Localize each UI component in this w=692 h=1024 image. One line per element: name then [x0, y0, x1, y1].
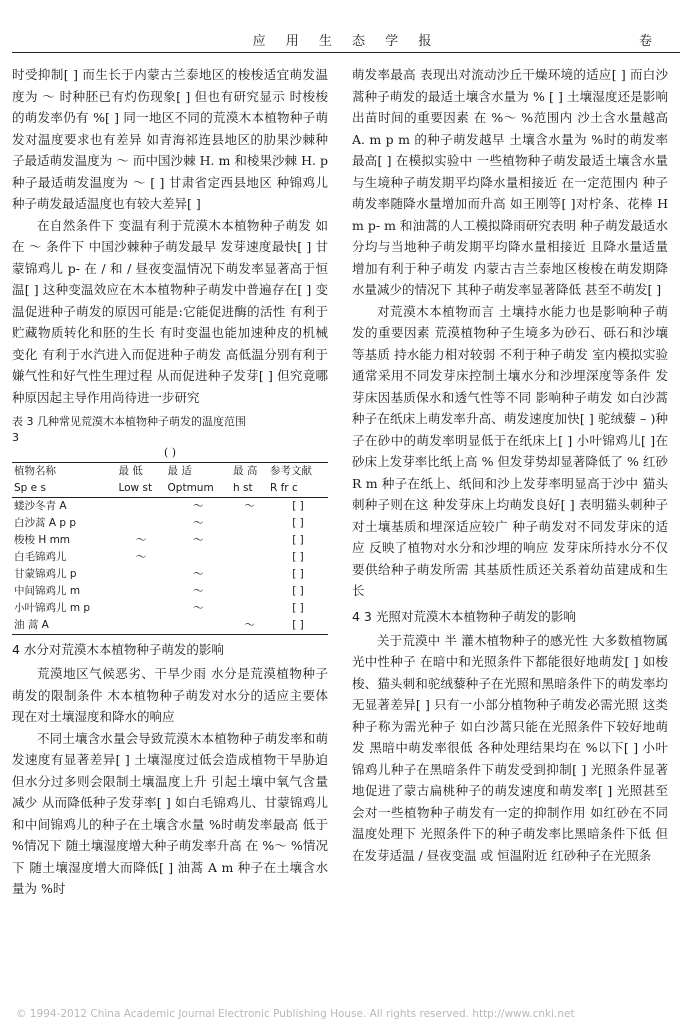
col-species: 植物名称: [12, 463, 116, 481]
cell-max: ～: [244, 500, 255, 512]
paragraph: 对荒漠木本植物而言 土壤持水能力也是影响种子萌发的重要因素 荒漠植物种子生境多为砂石、砾石和沙壤等基质 持水能力相对较弱 不利于种子萌发 室内模拟实验通常采用不同发芽床控制土壤水分和沙埋深度等条件 发芽床因基质保水和透气性等不同 影响种子萌发 如白沙蒿种子在纸床上萌发率升高、萌发速度加快[ ] 驼绒藜 – )种子在砂中的萌发率明显低于在纸床上[ ] 小叶锦鸡儿[ ]在砂床上发芽率比纸上高 % 但发芽势却显著降低了 % 红砂 R m 种子在纸上、纸间和沙上发芽率明显高于沙中 猫头刺种子则在这 种发芽床上均萌发良好[ ] 表明猫头刺种子对土壤基质和埋深适应较广 种子萌发对不同发芽床的适应 反映了植物对水分和沙埋的响应 发芽床所持水分不仅要供给种子萌发所需 其基质性质还关系着幼苗建成和生长: [352, 303, 668, 598]
cell-ref: [ ]: [292, 585, 304, 597]
cell-min: [116, 600, 165, 617]
cell-max: [231, 532, 268, 549]
cell-species: 甘蒙锦鸡儿 p: [14, 568, 77, 580]
cell-opt: ～: [193, 534, 204, 546]
header-rule: [12, 52, 680, 53]
cell-opt: [166, 549, 231, 566]
cell-opt: ～: [193, 500, 204, 512]
table-row: [12, 617, 328, 635]
paragraph: 不同土壤含水量会导致荒漠木本植物种子萌发率和萌发速度有显著差异[ ] 土壤湿度过低会造成植物干旱胁迫 但水分过多则会限制土壤温度上升 引起土壤中氧气含量减少 从而降低种子发芽率[ ] 如白毛锦鸡儿、甘蒙锦鸡儿和中间锦鸡儿的种子在土壤含水量 %时萌发率最高 低于 %情况下 随土壤湿度增大种子萌发率升高 在 %～ %情况下 随土壤湿度增大而降低[ ] 油蒿 A m 种子在土壤含水量为 %时: [12, 730, 328, 896]
col-ref-en: R fr c: [268, 480, 328, 498]
cell-min: ～: [135, 534, 147, 546]
cell-species: 蝼沙冬青 A: [14, 500, 67, 512]
cell-max: [231, 515, 268, 532]
table-row: [12, 498, 328, 516]
cell-min: [116, 515, 165, 532]
cell-opt: ～: [193, 568, 204, 580]
cell-species: 油 蒿 A: [12, 617, 116, 635]
table-unit: ( ): [163, 446, 177, 459]
table-row: [12, 515, 328, 532]
col-max-en: h st: [231, 480, 268, 498]
paragraph: 关于荒漠中 半 灌木植物种子的感光性 大多数植物属光中性种子 在暗中和光照条件下都能很好地萌发[ ] 如梭梭、猫头刺和驼绒藜种子在光照和黑暗条件下的萌发率均无显著差异[ ] 只有一小部分植物种子萌发必需光照 这类种子称为需光种子 如白沙蒿只能在光照条件下较好地萌发 黑暗中萌发率很低 各种处理结果均在 %以下[ ] 小叶锦鸡儿种子在黑暗条件下萌发受到抑制[ ] 光照条件显著地促进了蒙古扁桃种子的萌发速度和萌发率[ ] 光照甚至会对一些植物种子萌发有一定的抑制作用 如红砂在不同温度处理下 光照条件下的种子萌发率比黑暗条件下低 但在发芽适温 / 昼夜变温 或 恒温附近 红砂种子在光照条: [352, 632, 668, 863]
paragraph: 荒漠地区气候恶劣、干旱少雨 水分是荒漠植物种子萌发的限制条件 木本植物种子萌发对水分的适应主要体现在对土壤湿度和降水的响应: [12, 666, 328, 724]
col-min: 最 低: [116, 463, 165, 481]
cell-ref: [ ]: [292, 517, 304, 529]
section-heading: 4 水分对荒漠木本植物种子萌发的影响: [12, 642, 224, 657]
cell-max: [231, 566, 268, 583]
cell-species: 中间锦鸡儿 m: [14, 585, 81, 597]
cell-species: 梭梭 H mm: [14, 534, 71, 546]
copyright-watermark: © 1994-2012 China Academic Journal Electronic Publishing House. All rights reserved. http://www.cnki.net: [16, 1008, 575, 1020]
col-ref: 参考文献: [268, 463, 328, 481]
cell-opt: ～: [193, 602, 204, 614]
table-caption-en: 3: [12, 431, 19, 444]
cell-max: ～: [231, 617, 268, 635]
cell-species: 白沙蒿 A p p: [14, 517, 77, 529]
cell-max: [231, 583, 268, 600]
table-caption-cn: 表 3 几种常见荒漠木本植物种子萌发的温度范围: [12, 415, 246, 428]
table-row: [12, 532, 328, 549]
cell-ref: [ ]: [292, 500, 304, 512]
cell-max: [231, 600, 268, 617]
temperature-table: [12, 462, 328, 635]
col-opt: 最 适: [166, 463, 231, 481]
section-heading: 4 3 光照对荒漠木本植物种子萌发的影响: [352, 608, 576, 624]
cell-ref: [ ]: [292, 534, 304, 546]
cell-min: ～: [135, 551, 147, 563]
cell-ref: [ ]: [292, 551, 304, 563]
cell-min: [116, 566, 165, 583]
col-species-en: Sp e s: [12, 480, 116, 498]
cell-opt: [166, 617, 231, 635]
col-min-en: Low st: [116, 480, 165, 498]
cell-min: [116, 498, 165, 516]
cell-min: [116, 583, 165, 600]
paragraph: 在自然条件下 变温有利于荒漠木本植物种子萌发 如在 ～ 条件下 中国沙棘种子萌发最早 发芽速度最快[ ] 甘蒙锦鸡儿 p- 在 / 和 / 昼夜变温情况下萌发率显著高于恒温[ ] 这种变温效应在木本植物种子萌发中普遍存在[ ] 变温促进种子萌发的原因可能是:它能促进酶的活性 有利于贮藏物质转化和胚的生长 有时变温也能加速种皮的机械变化 有利于水汽进入而促进种子萌发 高低温分别有利于嫌气性和好气性生理过程 从而促进种子发芽[ ] 但究竟哪种原因起主导作用尚待进一步研究: [12, 217, 328, 405]
issue-label: 卷: [638, 34, 652, 49]
cell-species: 小叶锦鸡儿 m p: [14, 602, 91, 614]
paragraph: 萌发率最高 表现出对流动沙丘干燥环境的适应[ ] 而白沙蒿种子萌发的最适土壤含水量为 % [ ] 土壤湿度还是影响出苗时间的重要因素 在 %～ %范围内 沙土含水量越高 A. m p m 的种子萌发越早 土壤含水量为 %时的萌发率最高[ ] 在模拟实验中 一些植物种子萌发最适土壤含水量与生境种子萌发期平均降水量相接近 在一定范围内 种子萌发率随降水量增加而升高 如王刚等[ ]对柠条、花棒 H m p- m 和油蒿的人工模拟降雨研究表明 种子萌发最适水分均与当地种子萌发期平均降水量相接近 且降水量适量增加有利于种子萌发 内蒙古吉兰泰地区梭梭在萌发期降水量减少的情况下 其种子萌发率显著降低 甚至不萌发[ ]: [352, 67, 668, 297]
cell-opt: ～: [193, 585, 204, 597]
paragraph: 时受抑制[ ] 而生长于内蒙古兰泰地区的梭梭适宜萌发温度为 ～ 时种胚已有灼伤现象[ ] 但也有研究显示 时梭梭的萌发率仍有 %[ ] 同一地区不同的荒漠木本植物种子萌发对温度要求也有差异 如青海祁连县地区的肋果沙棘种子最适萌发温度为 ～ 而中国沙棘 H. m 和棱果沙棘 H. p 种子最适萌发温度为 ～ [ ] 甘肃省定西县地区 种锦鸡儿种子萌发最适温度也有较大差异[ ]: [12, 67, 328, 211]
cell-ref: [ ]: [292, 568, 304, 580]
table-row: [12, 549, 328, 566]
table-row: [12, 600, 328, 617]
col-max: 最 高: [231, 463, 268, 481]
left-column: [12, 64, 328, 900]
page-header: [0, 0, 692, 56]
journal-title: 应 用 生 态 学 报: [252, 34, 440, 49]
col-opt-en: Optmum: [166, 480, 231, 498]
cell-opt: ～: [193, 517, 204, 529]
cell-max: [231, 549, 268, 566]
right-column: [352, 64, 668, 866]
cell-ref: [ ]: [268, 617, 328, 635]
table-row: [12, 583, 328, 600]
cell-ref: [ ]: [292, 602, 304, 614]
cell-min: [116, 617, 165, 635]
cell-species: 白毛锦鸡儿: [14, 551, 67, 563]
table-row: [12, 566, 328, 583]
table-caption: [12, 414, 328, 446]
